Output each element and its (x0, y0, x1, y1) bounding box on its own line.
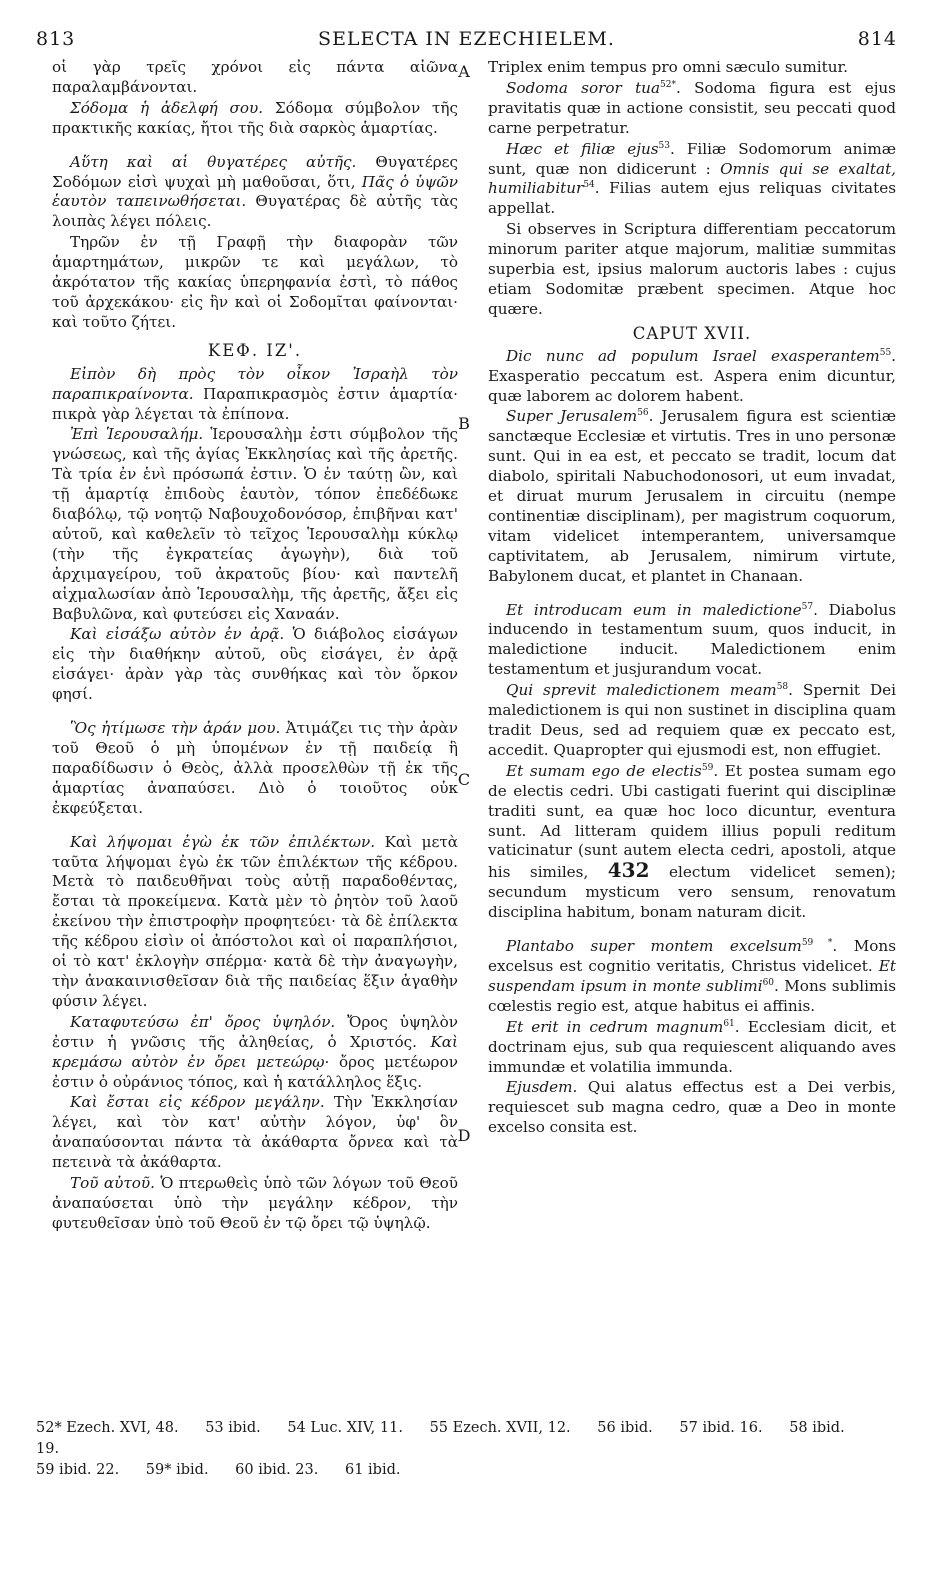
lemma: Qui sprevit maledictionem meam (506, 681, 777, 700)
latin-paragraph: Sodoma soror tua$^{52*}$. Sodoma figura est ejus pravitatis quæ in actione consistit, seu peccati quod carne perpetratur. (488, 78, 896, 137)
lemma: Super Jerusalem (506, 407, 638, 426)
lemma: Τοῦ αὐτοῦ. (70, 1174, 155, 1193)
footnote: 55 Ezech. XVII, 12. (429, 1420, 571, 1436)
footnote-ref: 57 (801, 601, 814, 612)
latin-paragraph: Et sumam ego de electis$^{59}$. Et postea sumam ego de electis cedri. Ubi castigati fuerint qui disciplinæ traditi sunt, ea quæ hoc loco dicuntur, eventura sunt. Ad litteram quidem illius populi reditum vaticinatur (sunt autem electa cedri, apostoli, atque his similes, 432 electum videlicet semen); secundum mysticum vero sensum, renovatum disciplina habitum, bonam naturam dicit. (488, 761, 897, 922)
footnote-ref: 59 * (801, 938, 833, 948)
lemma: Καὶ κρεμάσω αὐτὸν ἐν ὄρει μετεώρῳ· (52, 1032, 458, 1071)
greek-paragraph: Εἰπὸν δὴ πρὸς τὸν οἶκον Ἰσραὴλ τὸν παραπικραίνοντα. Παραπικρασμὸς ἐστιν ἁμαρτία· πικρὰ γὰρ λέγεται τὰ ἐπίπονα. (52, 364, 458, 423)
latin-paragraph: Plantabo super montem excelsum$^{59 *}$. Mons excelsus est cognitio veritatis, Christus videlicet. Et suspendam ipsum in monte sublimi$^{60}$. Mons sublimis cœlestis regio est, atque habitus ei affinis. (488, 937, 896, 1015)
footnote: 54 Luc. XIV, 11. (287, 1420, 403, 1436)
lemma: Et suspendam ipsum in monte sublimi (488, 956, 896, 995)
lemma: Εἰπὸν δὴ πρὸς τὸν οἶκον Ἰσραὴλ τὸν παραπικραίνοντα. (52, 364, 458, 403)
lemma: Et introducam eum in maledictione (506, 600, 802, 619)
footnote-ref: 61 (723, 1018, 735, 1029)
greek-paragraph: Καταφυτεύσω ἐπ' ὄρος ὑψηλόν. Ὄρος ὑψηλὸν ἐστιν ἡ γνῶσις τῆς ἀληθείας, ὁ Χριστός. Καὶ κρεμάσω αὐτὸν ἐν ὄρει μετεώρῳ· ὄρος μετέωρον ἐστιν ὁ οὐράνιος τόπος, καὶ ἡ κατάλληλος ἕξις. (52, 1012, 458, 1091)
greek-paragraph: Τοῦ αὐτοῦ. Ὁ πτερωθεὶς ὑπὸ τῶν λόγων τοῦ Θεοῦ ἀναπαύσεται ὑπὸ τὴν μεγάλην κέδρον, τὴν φυτευθεῖσαν ὑπὸ τοῦ Θεοῦ ἐν τῷ ὄρει τῷ ὑψηλῷ. (52, 1174, 458, 1232)
footnote: 57 ibid. 16. (679, 1420, 763, 1436)
latin-paragraph: Et introducam eum in maledictione$^{57}$. Diabolus inducendo in testamentum suum, quos inducit, in maledictione inducit. Maledictionem enim testamentum et jusjurandum vocat. (488, 600, 896, 679)
chapter-heading-greek: ΚΕΦ. ΙΖ'. (207, 340, 303, 360)
latin-column (488, 58, 896, 1139)
latin-paragraph: Si observes in Scriptura differentiam peccatorum minorum pariter atque majorum, malitiæ summitas superbia est, ipsius malorum auctoris labes : cujus etiam Sodomitæ præbent specimen. Atque hoc quære. (488, 220, 896, 318)
page-header (36, 28, 897, 54)
latin-paragraph: Triplex enim tempus pro omni sæculo sumitur. (488, 58, 848, 76)
greek-paragraph: Καὶ εἰσάξω αὐτὸν ἐν ἀρᾷ. Ὁ διάβολος εἰσάγων εἰς τὴν διαθήκην αὐτοῦ, οὓς εἰσάγει, ἐν ἀρᾷ εἰσάγει· ἀρὰν γὰρ τὰς συνθήκας καὶ τὸν ὅρκον φησί. (52, 625, 458, 704)
footnote-ref: 58 (776, 682, 789, 693)
column-number: 432 (607, 858, 650, 883)
greek-paragraph: Σόδομα ἡ ἀδελφή σου. Σόδομα σύμβολον τῆς πρακτικῆς κακίας, ἤτοι τῆς διὰ σαρκὸς ἁμαρτίας. (52, 98, 459, 137)
footnote: 58 ibid. 19. (36, 1420, 845, 1457)
footnote: 61 ibid. (344, 1462, 401, 1478)
greek-paragraph: Αὕτη καὶ αἱ θυγατέρες αὐτῆς. Θυγατέρες Σοδόμων εἰσὶ ψυχαὶ μὴ μαθοῦσαι, ὅτι, Πᾶς ὁ ὑψῶν ἑαυτὸν ταπεινωθήσεται. Θυγατέρας δὲ αὐτῆς τὰς λοιπὰς λέγει πόλεις. (52, 152, 458, 231)
footnote: 59* ibid. (145, 1462, 209, 1478)
footnote-ref: 53 (658, 140, 670, 151)
lemma: Καταφυτεύσω ἐπ' ὄρος ὑψηλόν. (70, 1012, 336, 1031)
footnote-ref: 59 (701, 762, 714, 773)
greek-paragraph: Τηρῶν ἐν τῇ Γραφῇ τὴν διαφορὰν τῶν ἁμαρτημάτων, μικρῶν τε καὶ μεγάλων, τὸ ἀκρότατον τῆς κακίας ὑπερηφανία ἐστὶ, τὸ πάθος τοῦ ἀρχεκάκου· εἰς ἣν καὶ οἱ Σοδομῖται φαίνονται· καὶ τοῦτο ζήτει. (52, 233, 458, 331)
footnote-ref: 54 (583, 180, 595, 191)
greek-column (52, 58, 458, 1235)
lemma: Καὶ εἰσάξω αὐτὸν ἐν ἀρᾷ. (70, 625, 285, 644)
lemma: Σόδομα ἡ ἀδελφή σου. (70, 98, 264, 117)
latin-paragraph: Ejusdem. Qui alatus effectus est a Dei verbis, requiescet sub magna cedro, quæ a Deo in monte excelso consita est. (488, 1078, 896, 1137)
greek-paragraph: οἱ γὰρ τρεῖς χρόνοι εἰς πάντα αἰῶνα παραλαμβάνονται. (52, 58, 458, 96)
lemma: Ἐπὶ Ἱερουσαλήμ. (70, 425, 204, 444)
chapter-heading-latin: CAPUT XVII. (632, 323, 752, 343)
lemma: Et erit in cedrum magnum (506, 1017, 724, 1036)
footnote-ref: 52* (660, 79, 676, 90)
section-marker-c: C (457, 770, 471, 789)
footnote-ref: 60 (762, 977, 775, 988)
greek-paragraph: Καὶ λήψομαι ἐγὼ ἐκ τῶν ἐπιλέκτων. Καὶ μετὰ ταῦτα λήψομαι ἐγὼ ἐκ τῶν ἐπιλέκτων τῆς κέδρου. Μετὰ τὸ παιδευθῆναι τοὺς αὐτῇ παραδοθέντας, ἔσται τὰ προκείμενα. Κατὰ μὲν τὸ ῥητὸν τοῦ λαοῦ ἐκείνου τὴν ἐπιστροφὴν προφητεύει· τὰ δὲ ἐπίλεκτα τῆς κέδρου εἰσὶν οἱ ἀπόστολοι καὶ οἱ παραπλήσιοι, οἱ τὸ κατ' ἐκλογὴν σπέρμα· κατὰ δὲ τὴν ἀναγωγὴν, τὴν ἀνακαινισθεῖσαν διὰ τῆς παιδείας ἕξιν ἀγαθὴν φύσιν λέγει. (52, 832, 458, 1010)
footnote: 59 ibid. 22. (36, 1462, 120, 1478)
footnote: 56 ibid. (597, 1420, 653, 1436)
lemma: Sodoma soror tua (506, 78, 661, 97)
footnote-ref: 55 (879, 347, 892, 358)
footnote-ref: 56 (637, 408, 649, 419)
footnotes (36, 1418, 893, 1481)
lemma: Dic nunc ad populum Israel exasperantem (506, 346, 880, 365)
greek-paragraph: Ἐπὶ Ἱερουσαλήμ. Ἱερουσαλὴμ ἐστι σύμβολον τῆς γνώσεως, καὶ τῆς ἁγίας Ἐκκλησίας καὶ τῆς ἀρετῆς. Τὰ τρία ἐν ἑνὶ πρόσωπά ἐστιν. Ὁ ἐν ταύτῃ ὢν, καὶ τῇ ἁμαρτίᾳ ἐπιδοὺς ἑαυτὸν, τόπον ἐπεδέδωκε διαβόλῳ, τῷ νοητῷ Ναβουχοδονόσορ, ἐπιβῆναι κατ' αὐτοῦ, καὶ καθελεῖν τὸ τεῖχος Ἱερουσαλὴμ κύκλῳ (τὴν τῆς ἐγκρατείας ἀγωγὴν), διὰ τοῦ ἀρχιμαγείρου, τοῦ ἀκρατοῦς βίου· καὶ παντελῆ αἰχμαλωσίαν ἀπὸ Ἱερουσαλὴμ, τῆς ἀρετῆς, ἄξει εἰς Βαβυλῶνα, καὶ φυτεύσει εἰς Χαναάν. (52, 425, 458, 623)
running-title: SELECTA IN EZECHIELEM. (318, 28, 615, 50)
section-marker-d: D (457, 1126, 471, 1145)
lemma: Hæc et filiæ ejus (506, 139, 659, 158)
section-marker-b: B (458, 414, 470, 433)
lemma: Καὶ ἔσται εἰς κέδρον μεγάλην. (70, 1093, 325, 1112)
lemma: Ejusdem. (506, 1078, 578, 1097)
latin-paragraph: Qui sprevit maledictionem meam$^{58}$. Spernit Dei maledictionem is qui non sustinet in disciplina quam tradit Deus, sed ad requiem quæ ex peccato est, accedit. Quapropter qui ejusmodi est, non effugiet. (488, 681, 896, 759)
footnote: 53 ibid. (205, 1420, 261, 1436)
latin-paragraph: Super Jerusalem$^{56}$. Jerusalem figura est scientiæ sanctæque Ecclesiæ et virtutis. Tres in uno personæ sunt. Qui in ea est, et peccato se tradit, locum dat diabolo, spiritali Nabuchodonosori, ut eum invadat, et diruat murum Jerusalem in circuitu (nempe continentiæ disciplinam), per magistrum coquorum, vitam videlicet intemperantem, universamque captivitatem, ab Jerusalem, nimirum virtute, Babylonem ducat, et plantet in Chanaan. (488, 407, 896, 585)
footnote: 60 ibid. 23. (235, 1462, 319, 1478)
footnote: 52* Ezech. XVI, 48. (36, 1420, 179, 1436)
lemma: Αὕτη καὶ αἱ θυγατέρες αὐτῆς. (70, 152, 357, 171)
page-number-left: 813 (36, 28, 76, 50)
greek-paragraph: Ὃς ἠτίμωσε τὴν ἀράν μου. Ἀτιμάζει τις τὴν ἀρὰν τοῦ Θεοῦ ὁ μὴ ὑπομένων ἐν τῇ παιδείᾳ ἣ παραδίδωσιν ὁ Θεὸς, ἀλλὰ προσελθὼν τῇ ἐκ τῆς ἁμαρτίας ἀναπαύσει. Διὸ ὁ τοιοῦτος οὐκ ἐκφεύξεται. (52, 719, 458, 817)
lemma: Ὃς ἠτίμωσε τὴν ἀράν μου. (70, 719, 281, 738)
latin-paragraph: Et erit in cedrum magnum$^{61}$. Ecclesiam dicit, et doctrinam ejus, sub qua requiescent aliquando aves immundæ et volatilia immunda. (488, 1017, 896, 1076)
lemma: Et sumam ego de electis (506, 761, 702, 780)
latin-paragraph: Hæc et filiæ ejus$^{53}$. Filiæ Sodomorum animæ sunt, quæ non didicerunt : Omnis qui se exaltat, humiliabitur$^{54}$. Filias autem ejus reliquas civitates appellat. (488, 139, 896, 218)
section-marker-a: A (458, 62, 470, 81)
lemma: Plantabo super montem excelsum (506, 937, 802, 956)
greek-paragraph: Καὶ ἔσται εἰς κέδρον μεγάλην. Τὴν Ἐκκλησίαν λέγει, καὶ τὸν κατ' αὐτὴν λόγον, ὑφ' ὃν ἀναπαύσονται πάντα τὰ ἀκάθαρτα ὄρνεα καὶ τὰ πετεινὰ τὰ ἀκάθαρτα. (52, 1093, 458, 1172)
lemma: Καὶ λήψομαι ἐγὼ ἐκ τῶν ἐπιλέκτων. (70, 832, 376, 851)
page-number-right: 814 (857, 28, 897, 50)
latin-paragraph: Dic nunc ad populum Israel exasperantem$^{55}$. Exasperatio peccatum est. Aspera enim dicuntur, quæ laborem ac dolorem habent. (488, 346, 896, 405)
